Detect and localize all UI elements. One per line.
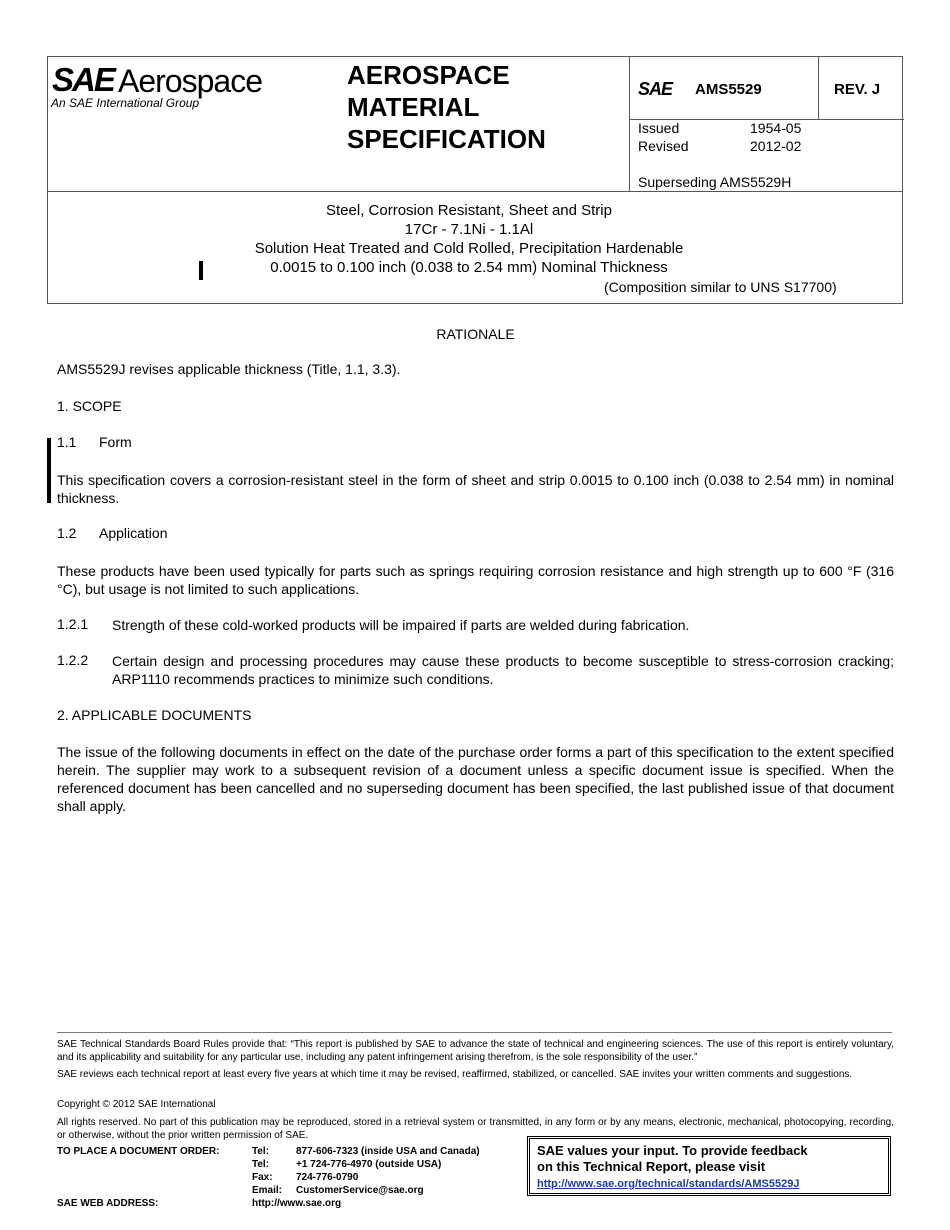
- web-label: SAE WEB ADDRESS:: [57, 1198, 159, 1209]
- revision: REV. J: [834, 81, 881, 98]
- title-line: SPECIFICATION: [347, 124, 546, 154]
- document-number: AMS5529: [695, 81, 762, 98]
- document-header: [47, 56, 903, 304]
- order-label: TO PLACE A DOCUMENT ORDER:: [57, 1146, 220, 1157]
- section-number: 1.2.1: [57, 616, 89, 632]
- footer-rules-text: SAE Technical Standards Board Rules provide that: “This report is published by SAE to advance the state of technical and engineering sciences. The use of this report is entirely voluntary, and its applicability and suitability for any particular use, including any patent infringement arising therefrom, is the sole responsibility of the user.”: [57, 1039, 894, 1063]
- header-row: [48, 57, 902, 192]
- email-label: Email:: [252, 1185, 283, 1196]
- logo-sae-text: SAE: [52, 61, 114, 98]
- title-line: AEROSPACE: [347, 60, 510, 90]
- spec-info: [629, 57, 904, 191]
- rationale-heading: RATIONALE: [436, 326, 515, 342]
- rationale-text: AMS5529J revises applicable thickness (Title, 1.1, 3.3).: [57, 361, 401, 377]
- subject-line: Steel, Corrosion Resistant, Sheet and Strip: [326, 202, 612, 219]
- feedback-box: [527, 1136, 891, 1196]
- fax-label: Fax:: [252, 1172, 273, 1183]
- revised-label: Revised: [638, 138, 689, 154]
- tel-number: 877-606-7323 (inside USA and Canada): [296, 1146, 480, 1157]
- superseding-note: Superseding AMS5529H: [638, 174, 792, 190]
- section-number: 1.1: [57, 434, 77, 450]
- change-bar: [47, 438, 51, 503]
- title-line: MATERIAL: [347, 92, 480, 122]
- spec-id-row: [630, 57, 904, 120]
- feedback-text: SAE values your input. To provide feedback: [537, 1143, 808, 1158]
- revision-cell: [818, 57, 905, 119]
- logo-group-text: An SAE International Group: [51, 96, 200, 110]
- footer-copyright: Copyright © 2012 SAE International: [57, 1099, 216, 1110]
- section-title: Application: [99, 525, 168, 541]
- fax-number: 724-776-0790: [296, 1172, 359, 1183]
- section-text: These products have been used typically for parts such as springs requiring corrosion resistance and high strength up to 600 °F (316 °C), but usage is not limited to such applications.: [57, 563, 894, 597]
- composition-note: (Composition similar to UNS S17700): [604, 279, 837, 295]
- footer-rights-text: All rights reserved. No part of this publication may be reproduced, stored in a retrieval system or transmitted, in any form or by any means, electronic, mechanical, photocopying, recording, or otherwise, without the prior written permission of SAE.: [57, 1117, 894, 1141]
- logo-aerospace-text: Aerospace: [118, 63, 262, 99]
- section-heading-documents: 2. APPLICABLE DOCUMENTS: [57, 707, 252, 723]
- issued-label: Issued: [638, 120, 680, 136]
- email-address: CustomerService@sae.org: [296, 1185, 424, 1196]
- feedback-link[interactable]: http://www.sae.org/technical/standards/AMS5529J: [537, 1178, 800, 1190]
- tel-label: Tel:: [252, 1159, 270, 1170]
- section-text: Strength of these cold-worked products will be impaired if parts are welded during fabrication.: [112, 617, 690, 633]
- section-title: Form: [99, 434, 132, 450]
- section-text: Certain design and processing procedures may cause these products to become susceptible to stress-corrosion cracking; ARP1110 recommends practices to minimize such conditions.: [112, 653, 894, 687]
- subject-line: 0.0015 to 0.100 inch (0.038 to 2.54 mm) Nominal Thickness: [270, 259, 668, 276]
- tel-number: +1 724-776-4970 (outside USA): [296, 1159, 442, 1170]
- sae-aerospace-logo: [48, 57, 330, 191]
- subject-line: 17Cr - 7.1Ni - 1.1Al: [404, 221, 534, 238]
- section-number: 1.2: [57, 525, 77, 541]
- subject-line: Solution Heat Treated and Cold Rolled, Precipitation Hardenable: [254, 240, 684, 257]
- issued-date: 1954-05: [750, 120, 802, 136]
- section-heading-scope: 1. SCOPE: [57, 398, 122, 414]
- document-title: [347, 57, 628, 155]
- footer-divider: [57, 1032, 892, 1033]
- subject-block: [48, 192, 902, 304]
- section-text: The issue of the following documents in effect on the date of the purchase order forms a part of this specification to the extent specified herein. The supplier may work to a subsequent revision of a document unless a specific document issue is specified. When the referenced document has been cancelled and no superseding document has been specified, the last published issue of that document shall apply.: [57, 744, 894, 814]
- section-number: 1.2.2: [57, 652, 89, 668]
- tel-label: Tel:: [252, 1146, 270, 1157]
- footer-review-text: SAE reviews each technical report at least every five years at which time it may be revised, reaffirmed, stabilized, or cancelled. SAE invites your written comments and suggestions.: [57, 1069, 853, 1080]
- revised-date: 2012-02: [750, 138, 802, 154]
- web-address: http://www.sae.org: [252, 1198, 342, 1209]
- feedback-text: on this Technical Report, please visit: [537, 1159, 766, 1174]
- sae-mark-logo: SAE: [638, 79, 673, 99]
- change-bar: [199, 261, 203, 280]
- section-text: This specification covers a corrosion-resistant steel in the form of sheet and strip 0.0015 to 0.100 inch (0.038 to 2.54 mm) in nominal thickness.: [57, 472, 894, 506]
